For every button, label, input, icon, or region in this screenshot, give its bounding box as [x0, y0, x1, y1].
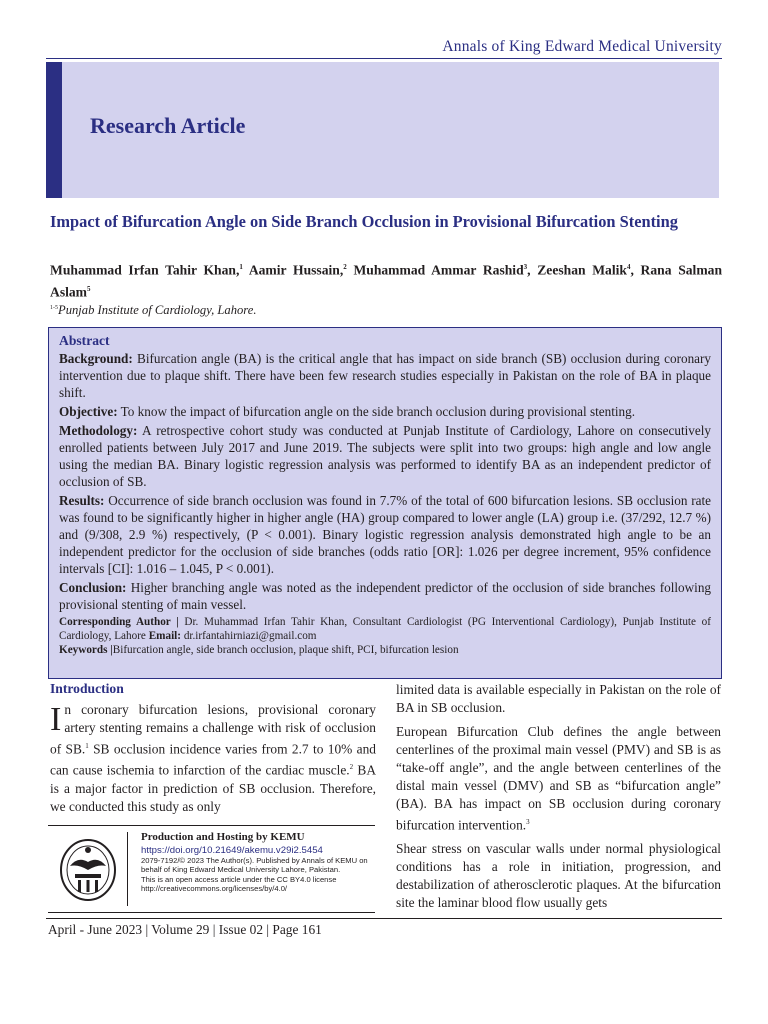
affiliation-text: Punjab Institute of Cardiology, Lahore. [58, 303, 257, 317]
email-label: Email: [148, 630, 182, 642]
article-title: Impact of Bifurcation Angle on Side Branch Occlusion in Provisional Bifurcation Stenting [50, 212, 678, 231]
abstract-methodology [59, 422, 711, 490]
intro-text-2: SB occlusion incidence varies from 2.7 to 10% and can cause ischemia to infarction of the cardiac muscle. [50, 741, 376, 778]
author-sup: 5 [87, 284, 91, 293]
doi-link[interactable]: https://doi.org/10.21649/akemu.v29i2.5454 [141, 845, 323, 856]
keywords-label: Keywords | [59, 644, 113, 656]
section-label: Research Article [90, 113, 246, 138]
corresponding-text: Dr. Muhammad Irfan Tahir Khan, Consultant Cardiologist (PG Interventional Cardiology), Punjab Institute of Cardiology, Lahore [59, 616, 711, 642]
conclusion-text: Higher branching angle was noted as the independent predictor of the occlusion of side branches following provisional stenting of main vessel. [59, 580, 712, 612]
affiliation [50, 303, 256, 318]
citation-sup: 1 [85, 742, 89, 750]
methodology-label: Methodology: [59, 423, 138, 438]
objective-text: To know the impact of bifurcation angle on the side branch occlusion during provisional stenting. [120, 404, 636, 419]
keywords [59, 643, 711, 657]
right-column [396, 681, 721, 918]
header-rule [46, 58, 722, 59]
methodology-text: A retrospective cohort study was conducted at Punjab Institute of Cardiology, Lahore on consecutively enrolled patients between July 2017 and June 2019. The subjects were split into two groups: high angle and low angle using the median BA. Binary logistic regression analysis was performed to identify BA as an independent predictor of occlusion of SB. [59, 423, 711, 489]
author-sup: 3 [523, 263, 528, 271]
abstract-background [59, 350, 711, 401]
abstract-results [59, 492, 711, 577]
intro-paragraph [50, 701, 376, 816]
objective-label: Objective: [59, 404, 118, 419]
citation-sup: 2 [349, 763, 354, 772]
license-text-1: 2079-7192/© 2023 The Author(s). Published by Annals of KEMU on behalf of King Edward Medical University Lahore, Pakistan. [141, 856, 368, 875]
corresponding-label: Corresponding Author | [59, 616, 179, 628]
intro-text-1: n coronary bifurcation lesions, provisional coronary artery stenting remains a challenge with risk of occlusion of SB. [50, 702, 376, 757]
intro-text-3: BA is a major factor in prediction of SB occlusion. Therefore, we conducted this study as only [50, 762, 376, 814]
citation-sup: 3 [526, 818, 530, 826]
kemu-hosting-box [48, 825, 375, 913]
author-name: Muhammad Ammar Rashid [353, 262, 524, 278]
results-text: Occurrence of side branch occlusion was found in 7.7% of the total of 600 bifurcation lesions. SB occlusion rate was found to be significantly higher in higher angle (HA) group compared to lower angle (LA) group i.e. (37/292, 12.7 %) and (9/308, 2.9 %) respectively, (P < 0.001). Binary logistic regression analysis demonstrated high angle to be an independent predictor for the occlusion of side branches (odds ratio [OR]: 1.026 per degree increment, 95% confidence intervals [CI]: 1.016 – 1.045, P < 0.001). [59, 493, 712, 576]
kemu-divider [127, 832, 128, 906]
right-paragraph-2-text: European Bifurcation Club defines the angle between centerlines of the proximal main vessel (PMV) and SB is as “take-off angle”, and the angle between centerlines of the distal main vessel (DMV) and SB as “bifurcation angle” (BA). BA has impact on SB occlusion during coronary bifurcation intervention. [396, 724, 721, 833]
drop-cap: I [50, 701, 62, 738]
footer-rule [46, 918, 722, 919]
kemu-text [141, 831, 371, 894]
abstract-box [48, 327, 722, 679]
kemu-crest-icon [58, 836, 118, 902]
author-name: , Zeeshan Malik [527, 262, 627, 278]
author-sup: 1 [239, 263, 243, 271]
right-paragraph-2 [396, 723, 721, 834]
affiliation-sup: 1-5 [50, 304, 58, 311]
background-label: Background: [59, 351, 133, 366]
license-text-2: This is an open access article under the CC BY4.0 license http://creativecommons.org/licenses/by/4.0/ [141, 874, 337, 894]
left-column [50, 681, 376, 822]
abstract-conclusion [59, 579, 711, 613]
introduction-heading: Introduction [50, 681, 124, 696]
abstract-objective [59, 403, 711, 420]
author-name: Muhammad Irfan Tahir Khan, [50, 262, 240, 278]
author-name: Aamir Hussain, [248, 262, 344, 278]
author-sup: 4 [626, 263, 631, 271]
abstract-heading: Abstract [59, 333, 110, 348]
results-label: Results: [59, 493, 105, 508]
background-text: Bifurcation angle (BA) is the critical angle that has impact on side branch (SB) occlusion during coronary intervention due to plaque shift. There have been few research studies especially in Pakistan on the role of BA in plaque shift. [59, 351, 712, 400]
author-list [50, 258, 722, 301]
journal-name: Annals of King Edward Medical University [442, 38, 722, 55]
email-link[interactable]: dr.irfantahirniazi@gmail.com [183, 630, 317, 642]
author-name: , Rana Salman Aslam [50, 262, 723, 300]
conclusion-label: Conclusion: [59, 580, 127, 595]
header-band-accent [46, 62, 62, 198]
kemu-title: Production and Hosting by KEMU [141, 831, 305, 843]
corresponding-author [59, 615, 711, 643]
right-paragraph-3: Shear stress on vascular walls under normal physiological conditions has a role in initiation, progression, and destabilization of atherosclerotic plaques. At the bifurcation site the laminar blood flow usually gets [396, 841, 721, 911]
right-paragraph-1: limited data is available especially in Pakistan on the role of BA in SB occlusion. [396, 682, 721, 715]
keywords-text: Bifurcation angle, side branch occlusion, plaque shift, PCI, bifurcation lesion [112, 644, 459, 656]
page-footer: April - June 2023 | Volume 29 | Issue 02 | Page 161 [48, 922, 322, 937]
author-sup: 2 [343, 263, 347, 271]
